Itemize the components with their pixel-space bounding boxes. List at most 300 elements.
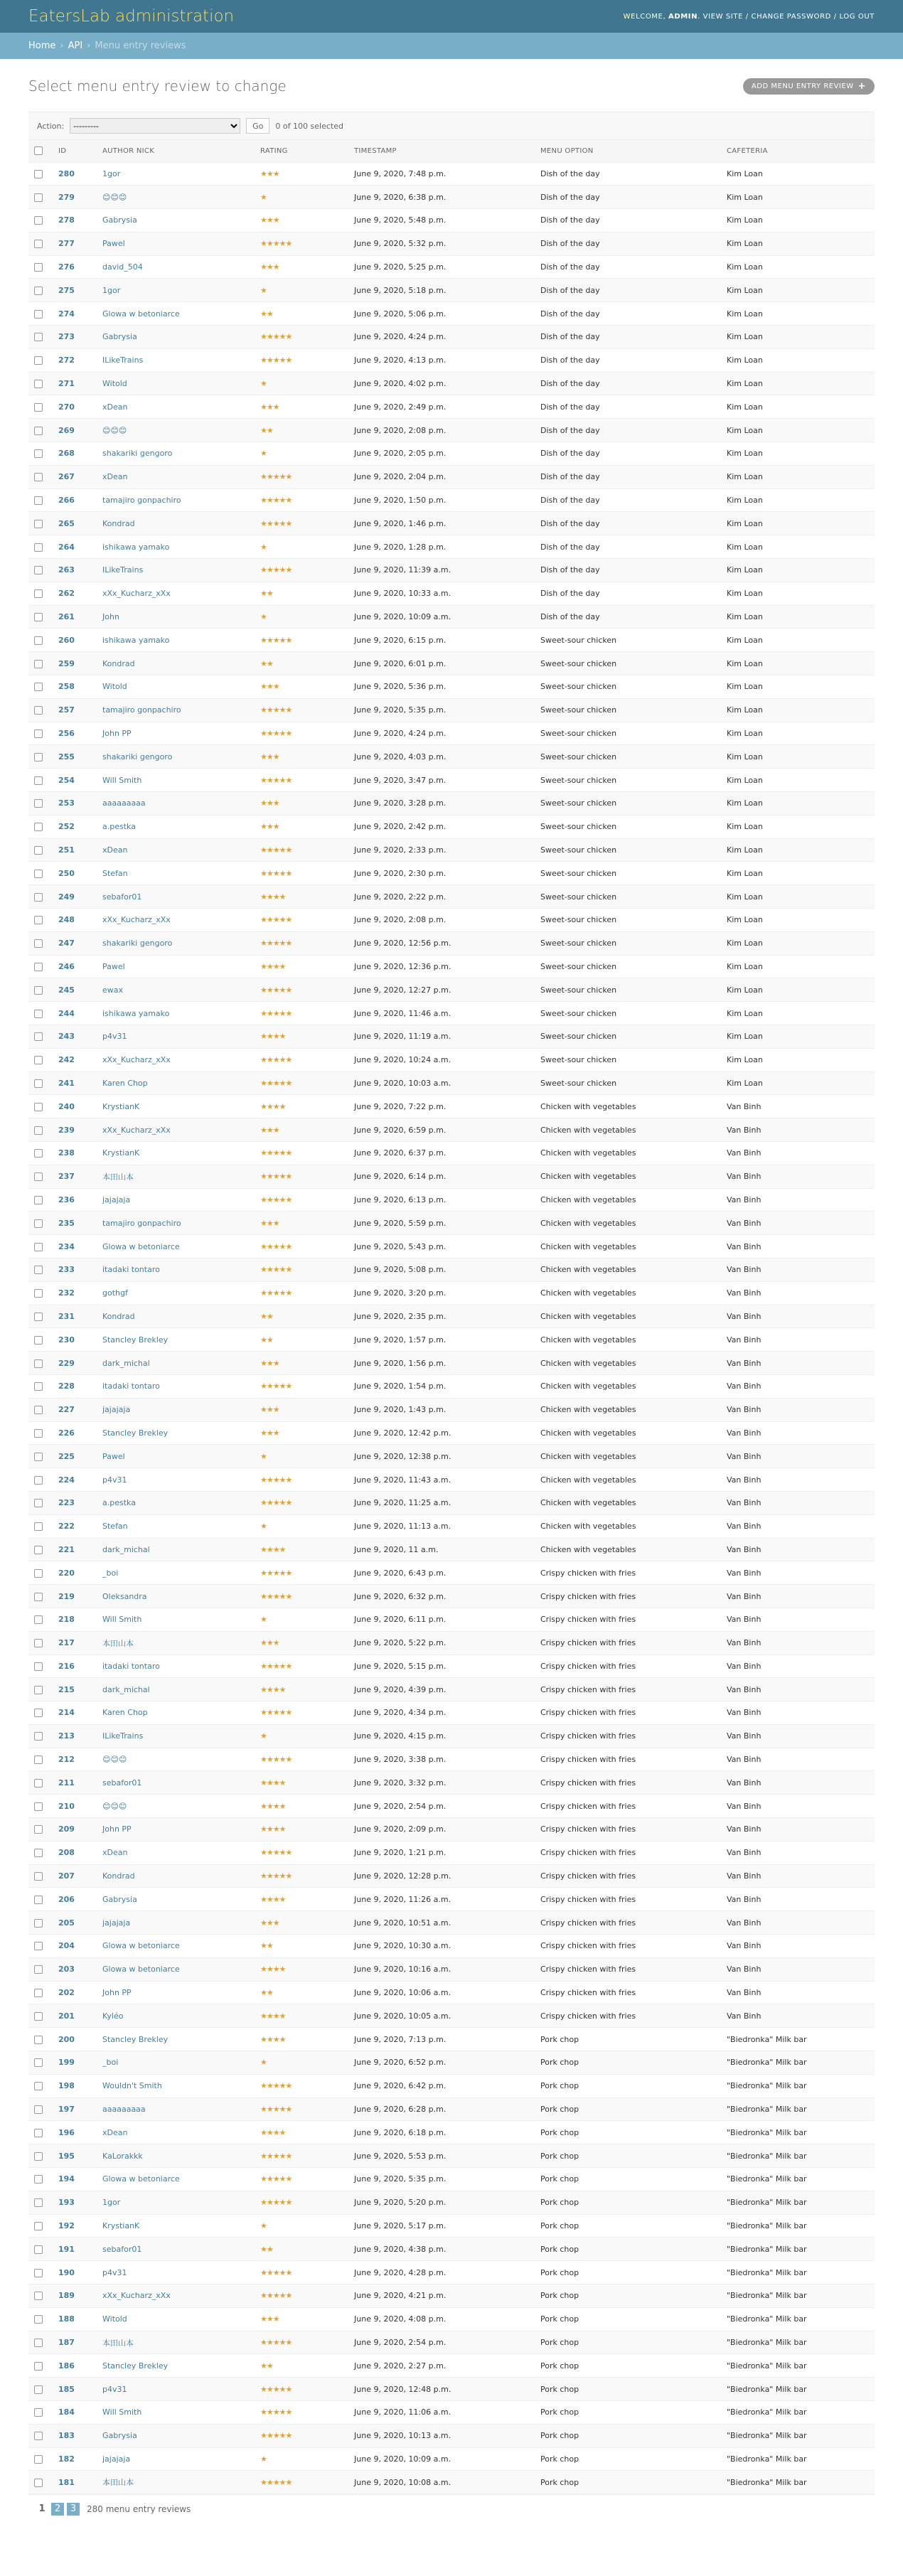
author-link[interactable]: Witold (102, 2314, 127, 2324)
row-checkbox[interactable] (34, 2339, 43, 2347)
breadcrumb-api[interactable]: API (68, 41, 83, 51)
row-checkbox[interactable] (34, 520, 43, 528)
id-link[interactable]: 231 (58, 1311, 75, 1321)
author-link[interactable]: John (102, 612, 119, 622)
author-link[interactable]: Glowa w betoniarce (102, 2174, 180, 2184)
id-link[interactable]: 274 (58, 309, 75, 319)
row-checkbox[interactable] (34, 1010, 43, 1018)
row-checkbox[interactable] (34, 1896, 43, 1904)
author-link[interactable]: Gabrysia (102, 332, 137, 342)
author-link[interactable]: xXx_Kucharz_xXx (102, 1055, 171, 1065)
id-link[interactable]: 201 (58, 2011, 75, 2021)
id-link[interactable]: 198 (58, 2081, 75, 2091)
id-link[interactable]: 265 (58, 518, 75, 528)
author-link[interactable]: xXx_Kucharz_xXx (102, 915, 171, 925)
row-checkbox[interactable] (34, 1802, 43, 1811)
row-checkbox[interactable] (34, 1219, 43, 1228)
id-link[interactable]: 212 (58, 1755, 75, 1765)
id-link[interactable]: 251 (58, 845, 75, 855)
row-checkbox[interactable] (34, 1196, 43, 1204)
id-link[interactable]: 253 (58, 798, 75, 808)
id-link[interactable]: 195 (58, 2151, 75, 2161)
id-link[interactable]: 186 (58, 2361, 75, 2371)
id-link[interactable]: 228 (58, 1381, 75, 1391)
row-checkbox[interactable] (34, 1522, 43, 1531)
author-link[interactable]: Stancley Brekley (102, 2361, 169, 2371)
author-link[interactable]: Oleksandra (102, 1591, 147, 1601)
row-checkbox[interactable] (34, 799, 43, 808)
row-checkbox[interactable] (34, 2058, 43, 2067)
id-link[interactable]: 181 (58, 2477, 75, 2487)
id-link[interactable]: 266 (58, 496, 75, 506)
author-link[interactable]: sebafor01 (102, 2244, 142, 2254)
author-link[interactable]: aaaaaaaaa (102, 2105, 146, 2115)
row-checkbox[interactable] (34, 2292, 43, 2300)
id-link[interactable]: 270 (58, 402, 75, 412)
author-link[interactable]: John PP (102, 1988, 132, 1998)
author-link[interactable]: Kondrad (102, 518, 135, 528)
author-link[interactable]: Gabrysia (102, 2431, 137, 2441)
author-link[interactable]: ILikeTrains (102, 1731, 144, 1741)
id-link[interactable]: 188 (58, 2314, 75, 2324)
row-checkbox[interactable] (34, 1266, 43, 1274)
author-link[interactable]: shakariki gengoro (102, 752, 173, 761)
id-link[interactable]: 237 (58, 1172, 75, 1182)
row-checkbox[interactable] (34, 706, 43, 715)
column-header-author[interactable]: AUTHOR NICK (97, 140, 255, 162)
row-checkbox[interactable] (34, 2082, 43, 2090)
row-checkbox[interactable] (34, 1709, 43, 1717)
row-checkbox[interactable] (34, 1313, 43, 1321)
row-checkbox[interactable] (34, 2362, 43, 2371)
page-link[interactable]: 3 (67, 2503, 80, 2516)
id-link[interactable]: 275 (58, 285, 75, 295)
author-link[interactable]: dark_michal (102, 1358, 150, 1368)
row-checkbox[interactable] (34, 963, 43, 971)
author-link[interactable]: jajajaja (102, 2454, 131, 2464)
id-link[interactable]: 246 (58, 961, 75, 971)
column-header-id[interactable]: ID (53, 140, 97, 162)
author-link[interactable]: xXx_Kucharz_xXx (102, 1125, 171, 1135)
author-link[interactable]: ILikeTrains (102, 565, 144, 575)
author-link[interactable]: 本田山本 (102, 1638, 134, 1648)
row-checkbox[interactable] (34, 216, 43, 225)
author-link[interactable]: Glowa w betoniarce (102, 1241, 180, 1251)
author-link[interactable]: Glowa w betoniarce (102, 1941, 180, 1951)
id-link[interactable]: 267 (58, 472, 75, 482)
author-link[interactable]: Stefan (102, 868, 128, 878)
row-checkbox[interactable] (34, 310, 43, 319)
row-checkbox[interactable] (34, 939, 43, 948)
id-link[interactable]: 278 (58, 215, 75, 225)
author-link[interactable]: xXx_Kucharz_xXx (102, 589, 171, 599)
row-checkbox[interactable] (34, 1755, 43, 1764)
author-link[interactable]: xDean (102, 2127, 128, 2137)
id-link[interactable]: 241 (58, 1078, 75, 1088)
row-checkbox[interactable] (34, 1639, 43, 1647)
author-link[interactable]: Will Smith (102, 2407, 142, 2417)
id-link[interactable]: 216 (58, 1661, 75, 1671)
row-checkbox[interactable] (34, 356, 43, 365)
row-checkbox[interactable] (34, 240, 43, 248)
author-link[interactable]: 本田山本 (102, 2478, 134, 2488)
row-checkbox[interactable] (34, 893, 43, 902)
row-checkbox[interactable] (34, 1849, 43, 1857)
author-link[interactable]: sebafor01 (102, 892, 142, 902)
row-checkbox[interactable] (34, 2269, 43, 2277)
author-link[interactable]: 本田山本 (102, 2338, 134, 2348)
row-checkbox[interactable] (34, 1126, 43, 1135)
id-link[interactable]: 192 (58, 2221, 75, 2231)
author-link[interactable]: Pawel (102, 961, 125, 971)
id-link[interactable]: 199 (58, 2058, 75, 2068)
id-link[interactable]: 224 (58, 1475, 75, 1485)
id-link[interactable]: 214 (58, 1708, 75, 1718)
site-title-link[interactable]: EatersLab administration (28, 7, 235, 26)
row-checkbox[interactable] (34, 1965, 43, 1974)
row-checkbox[interactable] (34, 1593, 43, 1601)
author-link[interactable]: Gabrysia (102, 1894, 137, 1904)
row-checkbox[interactable] (34, 2479, 43, 2487)
column-header-timestamp[interactable]: TIMESTAMP (348, 140, 535, 162)
author-link[interactable]: a.pestka (102, 822, 136, 832)
author-link[interactable]: gothgf (102, 1288, 128, 1298)
column-header-rating[interactable]: RATING (255, 140, 348, 162)
row-checkbox[interactable] (34, 193, 43, 202)
author-link[interactable]: Kondrad (102, 1311, 135, 1321)
row-checkbox[interactable] (34, 2198, 43, 2207)
author-link[interactable]: KrystianK (102, 2221, 140, 2231)
author-link[interactable]: Witold (102, 682, 127, 692)
row-checkbox[interactable] (34, 473, 43, 481)
id-link[interactable]: 221 (58, 1544, 75, 1554)
author-link[interactable]: p4v31 (102, 2267, 127, 2277)
row-checkbox[interactable] (34, 1032, 43, 1041)
row-checkbox[interactable] (34, 636, 43, 645)
id-link[interactable]: 248 (58, 915, 75, 925)
row-checkbox[interactable] (34, 1429, 43, 1438)
row-checkbox[interactable] (34, 2152, 43, 2161)
author-link[interactable]: ishikawa yamako (102, 635, 170, 645)
row-checkbox[interactable] (34, 1872, 43, 1881)
select-all-checkbox[interactable] (34, 146, 43, 155)
row-checkbox[interactable] (34, 823, 43, 831)
row-checkbox[interactable] (34, 1172, 43, 1181)
id-link[interactable]: 191 (58, 2244, 75, 2254)
author-link[interactable]: shakariki gengoro (102, 939, 173, 948)
row-checkbox[interactable] (34, 1289, 43, 1298)
id-link[interactable]: 204 (58, 1941, 75, 1951)
row-checkbox[interactable] (34, 496, 43, 505)
author-link[interactable]: Karen Chop (102, 1708, 148, 1718)
author-link[interactable]: itadaki tontaro (102, 1265, 160, 1275)
author-link[interactable]: ILikeTrains (102, 356, 144, 365)
id-link[interactable]: 244 (58, 1008, 75, 1018)
author-link[interactable]: KaLorakkk (102, 2151, 143, 2161)
author-link[interactable]: shakariki gengoro (102, 449, 173, 459)
author-link[interactable]: p4v31 (102, 1032, 127, 1042)
author-link[interactable]: jajajaja (102, 1918, 131, 1928)
author-link[interactable]: _boi (102, 1568, 119, 1578)
author-link[interactable]: Stefan (102, 1522, 128, 1532)
row-checkbox[interactable] (34, 1359, 43, 1368)
author-link[interactable]: aaaaaaaaa (102, 798, 146, 808)
id-link[interactable]: 254 (58, 775, 75, 785)
author-link[interactable]: xXx_Kucharz_xXx (102, 2291, 171, 2301)
author-link[interactable]: ewax (102, 985, 124, 995)
id-link[interactable]: 200 (58, 2034, 75, 2044)
author-link[interactable]: Kondrad (102, 658, 135, 668)
id-link[interactable]: 277 (58, 239, 75, 249)
id-link[interactable]: 184 (58, 2407, 75, 2417)
row-checkbox[interactable] (34, 449, 43, 458)
author-link[interactable]: jajajaja (102, 1195, 131, 1204)
row-checkbox[interactable] (34, 870, 43, 878)
author-link[interactable]: John PP (102, 1824, 132, 1834)
id-link[interactable]: 273 (58, 332, 75, 342)
id-link[interactable]: 238 (58, 1148, 75, 1158)
author-link[interactable]: xDean (102, 472, 128, 482)
row-checkbox[interactable] (34, 2036, 43, 2044)
id-link[interactable]: 222 (58, 1522, 75, 1532)
author-link[interactable]: itadaki tontaro (102, 1661, 160, 1671)
row-checkbox[interactable] (34, 170, 43, 178)
id-link[interactable]: 189 (58, 2291, 75, 2301)
id-link[interactable]: 236 (58, 1195, 75, 1204)
row-checkbox[interactable] (34, 986, 43, 995)
id-link[interactable]: 219 (58, 1591, 75, 1601)
id-link[interactable]: 220 (58, 1568, 75, 1578)
author-link[interactable]: Glowa w betoniarce (102, 1965, 180, 1974)
row-checkbox[interactable] (34, 2385, 43, 2394)
row-checkbox[interactable] (34, 1825, 43, 1834)
row-checkbox[interactable] (34, 2432, 43, 2440)
row-checkbox[interactable] (34, 2129, 43, 2137)
id-link[interactable]: 279 (58, 192, 75, 202)
row-checkbox[interactable] (34, 1662, 43, 1671)
id-link[interactable]: 211 (58, 1778, 75, 1787)
author-link[interactable]: Stancley Brekley (102, 1335, 169, 1345)
author-link[interactable]: ishikawa yamako (102, 542, 170, 552)
row-checkbox[interactable] (34, 1499, 43, 1507)
author-link[interactable]: 1gor (102, 285, 121, 295)
id-link[interactable]: 207 (58, 1871, 75, 1881)
author-link[interactable]: Pawel (102, 239, 125, 249)
row-checkbox[interactable] (34, 1732, 43, 1741)
author-link[interactable]: p4v31 (102, 2384, 127, 2394)
row-checkbox[interactable] (34, 776, 43, 785)
id-link[interactable]: 225 (58, 1451, 75, 1461)
author-link[interactable]: sebafor01 (102, 1778, 142, 1787)
author-link[interactable]: Glowa w betoniarce (102, 309, 180, 319)
id-link[interactable]: 223 (58, 1498, 75, 1508)
row-checkbox[interactable] (34, 846, 43, 855)
author-link[interactable]: xDean (102, 402, 128, 412)
id-link[interactable]: 185 (58, 2384, 75, 2394)
row-checkbox[interactable] (34, 287, 43, 295)
id-link[interactable]: 193 (58, 2198, 75, 2208)
view-site-link[interactable]: VIEW SITE (702, 12, 743, 21)
id-link[interactable]: 187 (58, 2338, 75, 2347)
row-checkbox[interactable] (34, 1336, 43, 1345)
id-link[interactable]: 215 (58, 1684, 75, 1694)
id-link[interactable]: 258 (58, 682, 75, 692)
id-link[interactable]: 271 (58, 379, 75, 389)
id-link[interactable]: 232 (58, 1288, 75, 1298)
id-link[interactable]: 235 (58, 1218, 75, 1228)
author-link[interactable]: Witold (102, 379, 127, 389)
id-link[interactable]: 245 (58, 985, 75, 995)
id-link[interactable]: 217 (58, 1638, 75, 1648)
author-link[interactable]: a.pestka (102, 1498, 136, 1508)
column-header-cafeteria[interactable]: CAFETERIA (721, 140, 875, 162)
author-link[interactable]: tamajiro gonpachiro (102, 1218, 181, 1228)
id-link[interactable]: 257 (58, 705, 75, 715)
author-link[interactable]: Will Smith (102, 775, 142, 785)
id-link[interactable]: 268 (58, 449, 75, 459)
id-link[interactable]: 272 (58, 356, 75, 365)
author-link[interactable]: tamajiro gonpachiro (102, 705, 181, 715)
row-checkbox[interactable] (34, 1779, 43, 1787)
row-checkbox[interactable] (34, 729, 43, 738)
author-link[interactable]: 本田山本 (102, 1172, 134, 1182)
row-checkbox[interactable] (34, 1989, 43, 1997)
id-link[interactable]: 260 (58, 635, 75, 645)
author-link[interactable]: Kondrad (102, 1871, 135, 1881)
author-link[interactable]: KrystianK (102, 1101, 140, 1111)
id-link[interactable]: 202 (58, 1988, 75, 1998)
author-link[interactable]: dark_michal (102, 1684, 150, 1694)
row-checkbox[interactable] (34, 543, 43, 552)
id-link[interactable]: 261 (58, 612, 75, 622)
row-checkbox[interactable] (34, 2315, 43, 2324)
row-checkbox[interactable] (34, 2175, 43, 2184)
id-link[interactable]: 210 (58, 1801, 75, 1811)
row-checkbox[interactable] (34, 916, 43, 924)
id-link[interactable]: 209 (58, 1824, 75, 1834)
id-link[interactable]: 240 (58, 1101, 75, 1111)
id-link[interactable]: 218 (58, 1615, 75, 1625)
author-link[interactable]: xDean (102, 1848, 128, 1858)
id-link[interactable]: 227 (58, 1405, 75, 1415)
author-link[interactable]: tamajiro gonpachiro (102, 496, 181, 506)
row-checkbox[interactable] (34, 1942, 43, 1950)
id-link[interactable]: 263 (58, 565, 75, 575)
id-link[interactable]: 249 (58, 892, 75, 902)
id-link[interactable]: 250 (58, 868, 75, 878)
row-checkbox[interactable] (34, 2408, 43, 2417)
action-select[interactable] (70, 118, 240, 134)
row-checkbox[interactable] (34, 263, 43, 272)
row-checkbox[interactable] (34, 1919, 43, 1928)
author-link[interactable]: p4v31 (102, 1475, 127, 1485)
author-link[interactable]: Wouldn't Smith (102, 2081, 162, 2091)
row-checkbox[interactable] (34, 1453, 43, 1461)
id-link[interactable]: 247 (58, 939, 75, 948)
id-link[interactable]: 280 (58, 169, 75, 178)
author-link[interactable]: dark_michal (102, 1544, 150, 1554)
row-checkbox[interactable] (34, 403, 43, 412)
author-link[interactable]: david_504 (102, 262, 143, 272)
id-link[interactable]: 269 (58, 425, 75, 435)
row-checkbox[interactable] (34, 2455, 43, 2464)
row-checkbox[interactable] (34, 1382, 43, 1391)
id-link[interactable]: 239 (58, 1125, 75, 1135)
row-checkbox[interactable] (34, 380, 43, 388)
author-link[interactable]: Gabrysia (102, 215, 137, 225)
id-link[interactable]: 264 (58, 542, 75, 552)
id-link[interactable]: 197 (58, 2105, 75, 2115)
id-link[interactable]: 213 (58, 1731, 75, 1741)
id-link[interactable]: 196 (58, 2127, 75, 2137)
row-checkbox[interactable] (34, 1406, 43, 1414)
id-link[interactable]: 208 (58, 1848, 75, 1858)
id-link[interactable]: 182 (58, 2454, 75, 2464)
logout-link[interactable]: LOG OUT (839, 12, 875, 21)
id-link[interactable]: 276 (58, 262, 75, 272)
author-link[interactable]: 😊😊😊 (102, 1755, 127, 1765)
add-review-button[interactable] (743, 78, 875, 95)
row-checkbox[interactable] (34, 333, 43, 341)
author-link[interactable]: 1gor (102, 2198, 121, 2208)
author-link[interactable]: 😊😊😊 (102, 192, 127, 202)
row-checkbox[interactable] (34, 1686, 43, 1694)
row-checkbox[interactable] (34, 683, 43, 691)
id-link[interactable]: 205 (58, 1918, 75, 1928)
author-link[interactable]: Karen Chop (102, 1078, 148, 1088)
row-checkbox[interactable] (34, 753, 43, 761)
row-checkbox[interactable] (34, 566, 43, 574)
row-checkbox[interactable] (34, 2012, 43, 2021)
author-link[interactable]: itadaki tontaro (102, 1381, 160, 1391)
id-link[interactable]: 259 (58, 658, 75, 668)
row-checkbox[interactable] (34, 1615, 43, 1624)
row-checkbox[interactable] (34, 1569, 43, 1578)
author-link[interactable]: 😊😊😊 (102, 1801, 127, 1811)
id-link[interactable]: 229 (58, 1358, 75, 1368)
row-checkbox[interactable] (34, 589, 43, 598)
row-checkbox[interactable] (34, 1546, 43, 1554)
row-checkbox[interactable] (34, 1079, 43, 1088)
id-link[interactable]: 206 (58, 1894, 75, 1904)
author-link[interactable]: Stancley Brekley (102, 1428, 169, 1438)
row-checkbox[interactable] (34, 1243, 43, 1251)
row-checkbox[interactable] (34, 427, 43, 435)
author-link[interactable]: ishikawa yamako (102, 1008, 170, 1018)
author-link[interactable]: _boi (102, 2058, 119, 2068)
row-checkbox[interactable] (34, 1056, 43, 1064)
row-checkbox[interactable] (34, 1103, 43, 1111)
breadcrumb-home[interactable]: Home (28, 41, 56, 51)
go-button[interactable]: Go (246, 118, 269, 134)
author-link[interactable]: jajajaja (102, 1405, 131, 1415)
row-checkbox[interactable] (34, 1476, 43, 1485)
author-link[interactable]: xDean (102, 845, 128, 855)
author-link[interactable]: KrystianK (102, 1148, 140, 1158)
column-header-menu-option[interactable]: MENU OPTION (535, 140, 721, 162)
row-checkbox[interactable] (34, 2222, 43, 2230)
id-link[interactable]: 190 (58, 2267, 75, 2277)
author-link[interactable]: Stancley Brekley (102, 2034, 169, 2044)
id-link[interactable]: 230 (58, 1335, 75, 1345)
row-checkbox[interactable] (34, 2245, 43, 2254)
id-link[interactable]: 243 (58, 1032, 75, 1042)
author-link[interactable]: 😊😊😊 (102, 425, 127, 435)
id-link[interactable]: 252 (58, 822, 75, 832)
id-link[interactable]: 194 (58, 2174, 75, 2184)
id-link[interactable]: 256 (58, 729, 75, 739)
id-link[interactable]: 233 (58, 1265, 75, 1275)
